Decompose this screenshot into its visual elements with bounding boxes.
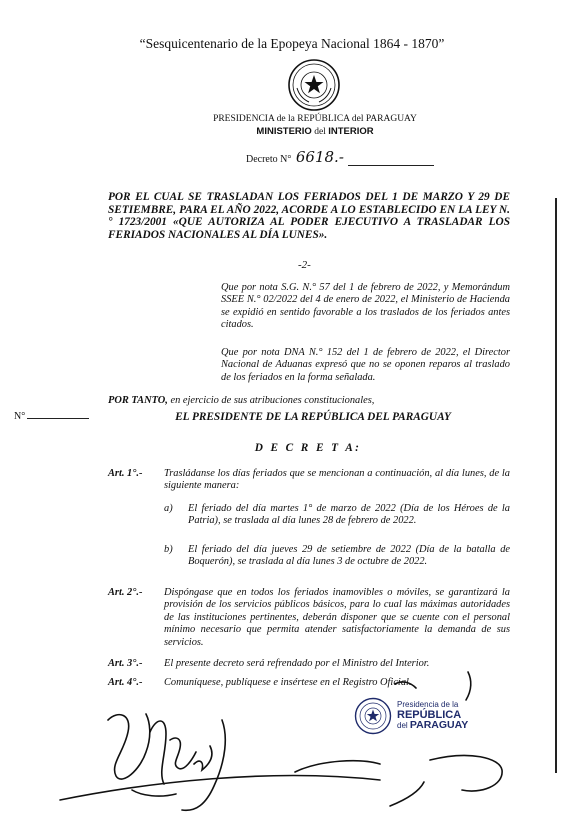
president-line: EL PRESIDENTE DE LA REPÚBLICA DEL PARAGUAY: [175, 411, 451, 423]
article-item-text: El feriado del día jueves 29 de setiembre de 2022 (Día de la batalla de Boquerón), se traslada al día lunes 3 de octubre de 2022.: [188, 544, 510, 568]
page-number: -2-: [298, 259, 311, 271]
presidency-heading: PRESIDENCIA de la REPÚBLICA del PARAGUAY: [213, 114, 417, 124]
por-tanto-clause: POR TANTO, en ejercicio de sus atribuciones constitucionales,: [108, 395, 375, 406]
article-text: El presente decreto será refrendado por el Ministro del Interior.: [164, 658, 430, 669]
decree-title: POR EL CUAL SE TRASLADAN LOS FERIADOS DEL 1 DE MARZO Y 29 DE SETIEMBRE, PARA EL AÑO 2022, ACORDE A LO ESTABLECIDO EN LA LEY N.° 1723/2001 «QUE AUTORIZA AL PODER EJECUTIVO A TRASLADAR LOS FERIADOS NACIONALES AL DÍA LUNES».: [108, 191, 510, 241]
presidency-logo-text: Presidencia de la REPÚBLICA del PARAGUAY: [397, 700, 469, 731]
article-text: Trasládanse los días feriados que se mencionan a continuación, al día lunes, de la siguiente manera:: [164, 468, 510, 492]
sesquicentennial-motto: “Sesquicentenario de la Epopeya Nacional 1864 - 1870”: [139, 36, 445, 51]
article-text: Comuníquese, publíquese e insértese en el Registro Oficial.: [164, 677, 412, 688]
decree-number: Decreto N° 6618.-: [246, 148, 434, 166]
margin-number-field: N°: [14, 411, 89, 422]
decreta-heading: D E C R E T A:: [254, 442, 362, 454]
article-text: Dispóngase que en todos los feriados inamovibles o móviles, se garantizará la provisión de los servicios públicos básicos, para lo cual las máximas autoridades de las instituciones pertinentes, deberán disponer que se cuente con el personal mínimo necesario que permita atender satisfactoriamente la demanda de sus servicios.: [164, 587, 510, 648]
ministry-heading: MINISTERIO del INTERIOR: [256, 126, 374, 137]
article-label: Art. 2°.-: [108, 587, 143, 598]
article-item-text: El feriado del día martes 1° de marzo de 2022 (Día de los Héroes de la Patria), se traslada al día lunes 28 de febrero de 2022.: [188, 503, 510, 527]
article-label: Art. 3°.-: [108, 658, 143, 669]
article-item-label: a): [164, 503, 173, 514]
national-seal-icon: [287, 58, 341, 112]
consideration-paragraph: Que por nota S.G. N.° 57 del 1 de febrero de 2022, y Memorándum SSEE N.° 02/2022 del 4 de enero de 2022, el Ministerio de Hacienda se expidió en sentido favorable a los traslados de los feriados antes citados.: [221, 282, 510, 331]
consideration-paragraph: Que por nota DNA N.° 152 del 1 de febrero de 2022, el Director Nacional de Aduanas expresó que no se oponen reparos al traslado de los feriados en la forma señalada.: [221, 347, 510, 383]
article-label: Art. 4°.-: [108, 677, 143, 688]
article-label: Art. 1°.-: [108, 468, 143, 479]
handwritten-signatures: [0, 640, 584, 824]
article-item-label: b): [164, 544, 173, 555]
decree-number-handwritten: 6618.-: [295, 148, 344, 166]
